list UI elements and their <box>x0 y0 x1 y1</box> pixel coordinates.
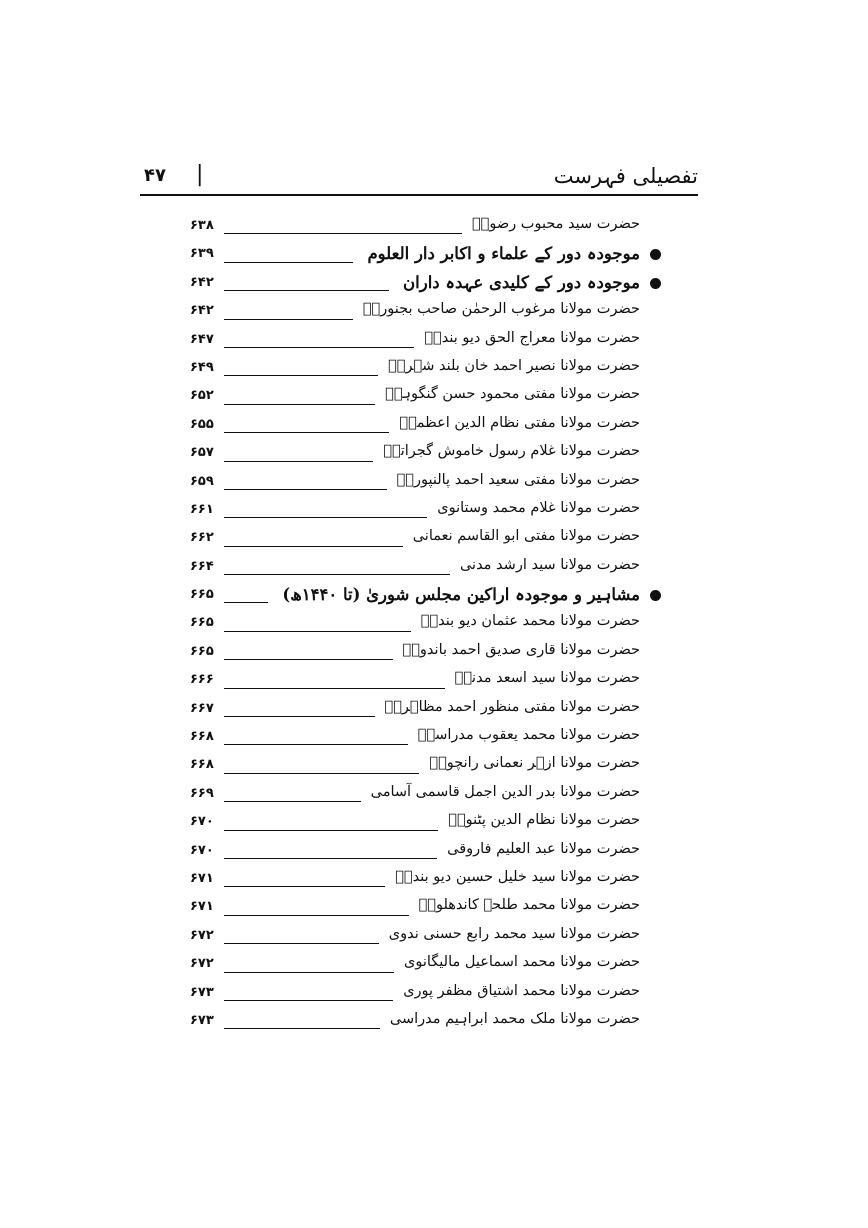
leader-line <box>224 631 411 632</box>
toc-entry[interactable] <box>190 354 640 382</box>
toc-entry[interactable] <box>190 922 640 950</box>
toc-page-number: ۶۶۵ <box>190 587 214 603</box>
toc-entry-title: حضرت مولانا سید خلیل حسین دیو بندیؒ <box>395 868 640 885</box>
toc-entry-title: مشاہیر و موجودہ اراکین مجلس شوریٰ (تا ۱۴۴۰ھ) <box>282 585 640 605</box>
bullet-icon <box>650 278 661 289</box>
toc-page-number: ۶۴۲ <box>190 274 214 290</box>
toc-entry-title: حضرت مولانا سید ارشد مدنی <box>459 556 640 573</box>
leader-line <box>224 404 375 405</box>
toc-entry[interactable] <box>190 212 640 240</box>
toc-section-heading[interactable] <box>190 581 640 609</box>
toc-entry[interactable] <box>190 893 640 921</box>
toc-page-number: ۶۷۱ <box>190 870 214 886</box>
toc-page-number: ۶۷۳ <box>190 984 214 1000</box>
page-header <box>140 160 698 196</box>
toc-page-number: ۶۶۸ <box>190 757 214 773</box>
leader-line <box>224 602 268 603</box>
bullet-icon <box>650 590 661 601</box>
toc-entry-title: حضرت مولانا سید محمد رابع حسنی ندوی <box>388 925 640 942</box>
leader-line <box>224 773 419 774</box>
toc-page-number: ۶۷۳ <box>190 1012 214 1028</box>
leader-line <box>224 744 408 745</box>
toc-entry-title: حضرت مولانا قاری صدیق احمد باندویؒ <box>402 641 640 658</box>
toc-entry-title: حضرت مولانا ازہر نعمانی رانچویؒ <box>429 755 640 772</box>
toc-entry-title: حضرت مولانا محمد طلحہ کاندھلویؒ <box>418 897 640 914</box>
toc-page-number: ۶۳۹ <box>190 246 214 262</box>
toc-entry-title: حضرت مولانا محمد اسماعیل مالیگانوی <box>404 954 640 971</box>
toc-page-number: ۶۴۷ <box>190 331 214 347</box>
leader-line <box>224 1000 393 1001</box>
toc-entry-title: موجودہ دور کے کلیدی عہدہ داران <box>403 272 640 292</box>
toc-page-number: ۶۶۱ <box>190 501 214 517</box>
leader-line <box>224 858 437 859</box>
leader-line <box>224 517 427 518</box>
header-title: تفصیلی فہرست <box>553 164 698 188</box>
toc-page-number: ۶۵۵ <box>190 416 214 432</box>
leader-line <box>224 915 409 916</box>
toc-entry-title: حضرت مولانا ملک محمد ابراہیم مدراسی <box>389 1010 640 1027</box>
toc-entry[interactable] <box>190 979 640 1007</box>
toc-entry-title: حضرت مولانا مفتی ابو القاسم نعمانی <box>412 528 640 545</box>
leader-line <box>224 886 385 887</box>
toc-page-number: ۶۳۸ <box>190 218 214 233</box>
toc-entry-title: حضرت مولانا مرغوب الرحمٰن صاحب بجنوریؒ <box>362 301 640 318</box>
toc-page-number: ۶۵۷ <box>190 445 214 461</box>
toc-entry[interactable] <box>190 865 640 893</box>
toc-page-number: ۶۶۹ <box>190 785 214 801</box>
toc-page-number: ۶۶۴ <box>190 558 214 574</box>
toc-section-heading[interactable] <box>190 240 640 268</box>
toc-page-number: ۶۶۶ <box>190 672 214 688</box>
toc-page-number: ۶۷۰ <box>190 842 214 858</box>
toc-entry-title: حضرت مولانا مفتی نظام الدین اعظمیؒ <box>399 414 640 431</box>
toc-entry[interactable] <box>190 553 640 581</box>
toc-entry[interactable] <box>190 751 640 779</box>
toc-entry-title: حضرت مولانا مفتی محمود حسن گنگوہیؒ <box>385 386 640 403</box>
toc-entry-title: حضرت مولانا بدر الدین اجمل قاسمی آسامی <box>370 783 640 800</box>
leader-line <box>224 319 353 320</box>
leader-line <box>224 233 462 234</box>
toc-entry-title: حضرت مولانا غلام محمد وستانوی <box>437 499 640 516</box>
leader-line <box>224 801 361 802</box>
leader-line <box>224 659 393 660</box>
toc-entry[interactable] <box>190 468 640 496</box>
toc-entry-title: حضرت مولانا محمد اشتیاق مظفر پوری <box>403 982 640 999</box>
header-rule <box>140 194 698 196</box>
toc-entry-title: حضرت سید محبوب رضویؒ <box>471 216 640 232</box>
leader-line <box>224 830 438 831</box>
leader-line <box>224 461 373 462</box>
header-page-number: ۴۷ <box>144 165 166 186</box>
toc-page-number: ۶۶۵ <box>190 643 214 659</box>
leader-line <box>224 688 445 689</box>
toc-entry[interactable] <box>190 1007 640 1035</box>
toc-page-number: ۶۴۹ <box>190 359 214 375</box>
leader-line <box>224 716 375 717</box>
leader-line <box>224 290 389 291</box>
toc-entry[interactable] <box>190 496 640 524</box>
toc-page-number: ۶۶۷ <box>190 700 214 716</box>
toc-entry[interactable] <box>190 723 640 751</box>
table-of-contents <box>190 212 640 1035</box>
toc-entry-title: حضرت مولانا سید اسعد مدنیؒ <box>454 670 640 687</box>
toc-page-number: ۶۶۵ <box>190 615 214 631</box>
toc-entry[interactable] <box>190 695 640 723</box>
leader-line <box>224 262 353 263</box>
leader-line <box>224 972 394 973</box>
toc-entry[interactable] <box>190 780 640 808</box>
toc-entry[interactable] <box>190 524 640 552</box>
toc-entry[interactable] <box>190 326 640 354</box>
toc-page-number: ۶۵۲ <box>190 388 214 404</box>
leader-line <box>224 375 378 376</box>
toc-entry-title: حضرت مولانا محمد یعقوب مدراسیؒ <box>417 727 640 744</box>
toc-entry[interactable] <box>190 411 640 439</box>
bullet-icon <box>650 249 661 260</box>
leader-line <box>224 347 414 348</box>
toc-entry-title: حضرت مولانا معراج الحق دیو بندیؒ <box>424 329 640 346</box>
toc-entry-title: حضرت مولانا مفتی منظور احمد مظاہریؒ <box>384 698 640 715</box>
toc-page-number: ۶۵۹ <box>190 473 214 489</box>
toc-entry[interactable] <box>190 950 640 978</box>
toc-entry[interactable] <box>190 666 640 694</box>
toc-entry[interactable] <box>190 297 640 325</box>
toc-entry[interactable] <box>190 837 640 865</box>
toc-entry-title: حضرت مولانا عبد العلیم فاروقی <box>447 840 640 857</box>
leader-line <box>224 489 387 490</box>
toc-entry-title: حضرت مولانا محمد عثمان دیو بندیؒ <box>420 613 640 630</box>
toc-entry-title: حضرت مولانا مفتی سعید احمد پالنپوریؒ <box>396 471 640 488</box>
leader-line <box>224 943 379 944</box>
toc-page-number: ۶۷۰ <box>190 814 214 830</box>
toc-entry[interactable] <box>190 382 640 410</box>
toc-page-number: ۶۷۲ <box>190 956 214 972</box>
toc-entry[interactable] <box>190 439 640 467</box>
toc-page-number: ۶۶۸ <box>190 729 214 745</box>
leader-line <box>224 546 403 547</box>
toc-entry[interactable] <box>190 808 640 836</box>
header-separator: | <box>196 162 204 187</box>
leader-line <box>224 574 450 575</box>
leader-line <box>224 1028 380 1029</box>
toc-entry-title: حضرت مولانا غلام رسول خاموش گجراتیؒ <box>383 443 640 460</box>
leader-line <box>224 432 389 433</box>
toc-entry-title: حضرت مولانا نظام الدین پٹنویؒ <box>448 812 640 829</box>
toc-page-number: ۶۷۲ <box>190 927 214 943</box>
toc-entry[interactable] <box>190 609 640 637</box>
toc-entry[interactable] <box>190 638 640 666</box>
toc-page-number: ۶۶۲ <box>190 530 214 546</box>
toc-page-number: ۶۴۲ <box>190 303 214 319</box>
toc-entry-title: موجودہ دور کے علماء و اکابر دار العلوم <box>367 244 640 264</box>
toc-section-heading[interactable] <box>190 269 640 297</box>
toc-entry-title: حضرت مولانا نصیر احمد خان بلند شہریؒ <box>388 357 640 374</box>
toc-page-number: ۶۷۱ <box>190 899 214 915</box>
